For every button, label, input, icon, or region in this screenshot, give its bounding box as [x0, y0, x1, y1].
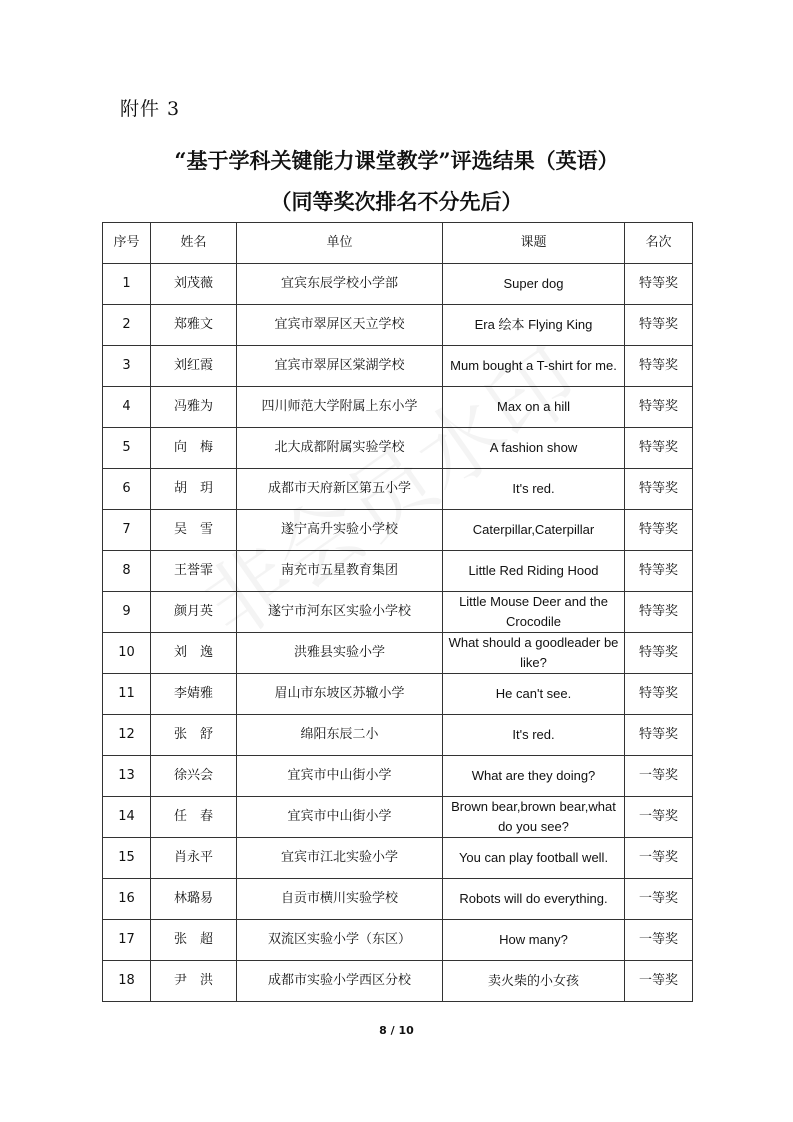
- cell-topic: Mum bought a T-shirt for me.: [443, 346, 625, 387]
- cell-name: 冯雅为: [151, 387, 237, 428]
- cell-index: 3: [103, 346, 151, 387]
- cell-topic: 卖火柴的小女孩: [443, 961, 625, 1002]
- cell-name: 李婧雅: [151, 674, 237, 715]
- table-row: [103, 715, 693, 756]
- cell-name: 郑雅文: [151, 305, 237, 346]
- cell-index: 12: [103, 715, 151, 756]
- cell-index: 17: [103, 920, 151, 961]
- cell-index: 9: [103, 592, 151, 633]
- cell-name: 颜月英: [151, 592, 237, 633]
- cell-topic: It's red.: [443, 715, 625, 756]
- cell-name: 肖永平: [151, 838, 237, 879]
- cell-topic: What are they doing?: [443, 756, 625, 797]
- results-table: [102, 222, 693, 1002]
- cell-index: 10: [103, 633, 151, 674]
- cell-unit: 宜宾市中山街小学: [237, 756, 443, 797]
- cell-rank: 特等奖: [625, 264, 693, 305]
- header-index: 序号: [103, 223, 151, 264]
- cell-name: 刘 逸: [151, 633, 237, 674]
- cell-rank: 特等奖: [625, 305, 693, 346]
- table-row: [103, 387, 693, 428]
- header-rank: 名次: [625, 223, 693, 264]
- cell-rank: 特等奖: [625, 387, 693, 428]
- table-row: [103, 797, 693, 838]
- cell-name: 尹 洪: [151, 961, 237, 1002]
- table-row: [103, 674, 693, 715]
- cell-index: 15: [103, 838, 151, 879]
- cell-rank: 特等奖: [625, 633, 693, 674]
- cell-topic: A fashion show: [443, 428, 625, 469]
- cell-topic: Little Mouse Deer and the Crocodile: [443, 592, 625, 633]
- table-row: [103, 264, 693, 305]
- table-row: [103, 510, 693, 551]
- cell-name: 任 春: [151, 797, 237, 838]
- cell-name: 胡 玥: [151, 469, 237, 510]
- cell-topic: How many?: [443, 920, 625, 961]
- cell-unit: 南充市五星教育集团: [237, 551, 443, 592]
- cell-topic: He can't see.: [443, 674, 625, 715]
- cell-topic: Brown bear,brown bear,what do you see?: [443, 797, 625, 838]
- cell-index: 2: [103, 305, 151, 346]
- cell-rank: 特等奖: [625, 674, 693, 715]
- cell-unit: 宜宾市翠屏区棠湖学校: [237, 346, 443, 387]
- cell-rank: 一等奖: [625, 797, 693, 838]
- cell-index: 7: [103, 510, 151, 551]
- cell-rank: 特等奖: [625, 469, 693, 510]
- cell-index: 6: [103, 469, 151, 510]
- cell-unit: 宜宾市中山街小学: [237, 797, 443, 838]
- cell-unit: 北大成都附属实验学校: [237, 428, 443, 469]
- table-row: [103, 961, 693, 1002]
- cell-unit: 眉山市东坡区苏辙小学: [237, 674, 443, 715]
- table-row: [103, 879, 693, 920]
- table-row: [103, 756, 693, 797]
- cell-index: 16: [103, 879, 151, 920]
- cell-name: 王誉霏: [151, 551, 237, 592]
- cell-rank: 一等奖: [625, 920, 693, 961]
- header-name: 姓名: [151, 223, 237, 264]
- cell-index: 11: [103, 674, 151, 715]
- page-number: 8 / 10: [379, 1024, 414, 1037]
- cell-topic: You can play football well.: [443, 838, 625, 879]
- cell-name: 徐兴会: [151, 756, 237, 797]
- cell-unit: 成都市实验小学西区分校: [237, 961, 443, 1002]
- document-title: “基于学科关键能力课堂教学”评选结果（英语）: [174, 148, 619, 173]
- cell-rank: 特等奖: [625, 510, 693, 551]
- cell-topic: Robots will do everything.: [443, 879, 625, 920]
- table-row: [103, 633, 693, 674]
- cell-topic: Max on a hill: [443, 387, 625, 428]
- cell-index: 4: [103, 387, 151, 428]
- cell-rank: 一等奖: [625, 838, 693, 879]
- table-row: [103, 551, 693, 592]
- table-row: [103, 346, 693, 387]
- table-row: [103, 469, 693, 510]
- cell-rank: 特等奖: [625, 592, 693, 633]
- cell-name: 向 梅: [151, 428, 237, 469]
- cell-index: 13: [103, 756, 151, 797]
- cell-unit: 成都市天府新区第五小学: [237, 469, 443, 510]
- attachment-label: 附件 3: [120, 98, 181, 120]
- cell-name: 刘茂薇: [151, 264, 237, 305]
- cell-name: 刘红霞: [151, 346, 237, 387]
- table-row: [103, 305, 693, 346]
- cell-unit: 洪雅县实验小学: [237, 633, 443, 674]
- cell-rank: 特等奖: [625, 346, 693, 387]
- cell-name: 林璐易: [151, 879, 237, 920]
- cell-topic: It's red.: [443, 469, 625, 510]
- table-body: [103, 264, 693, 1002]
- document-subtitle: （同等奖次排名不分先后）: [270, 189, 523, 214]
- cell-topic: Little Red Riding Hood: [443, 551, 625, 592]
- cell-index: 5: [103, 428, 151, 469]
- cell-rank: 一等奖: [625, 756, 693, 797]
- table-row: [103, 592, 693, 633]
- cell-unit: 宜宾市江北实验小学: [237, 838, 443, 879]
- cell-name: 张 舒: [151, 715, 237, 756]
- cell-rank: 特等奖: [625, 551, 693, 592]
- cell-unit: 绵阳东辰二小: [237, 715, 443, 756]
- cell-name: 吴 雪: [151, 510, 237, 551]
- table-row: [103, 920, 693, 961]
- cell-unit: 宜宾市翠屏区天立学校: [237, 305, 443, 346]
- table-row: [103, 838, 693, 879]
- cell-name: 张 超: [151, 920, 237, 961]
- cell-unit: 自贡市横川实验学校: [237, 879, 443, 920]
- cell-unit: 遂宁市河东区实验小学校: [237, 592, 443, 633]
- cell-rank: 特等奖: [625, 715, 693, 756]
- cell-rank: 一等奖: [625, 879, 693, 920]
- cell-index: 8: [103, 551, 151, 592]
- cell-rank: 一等奖: [625, 961, 693, 1002]
- cell-topic: Caterpillar,Caterpillar: [443, 510, 625, 551]
- cell-index: 18: [103, 961, 151, 1002]
- cell-topic: What should a goodleader be like?: [443, 633, 625, 674]
- header-unit: 单位: [237, 223, 443, 264]
- cell-unit: 遂宁高升实验小学校: [237, 510, 443, 551]
- cell-unit: 四川师范大学附属上东小学: [237, 387, 443, 428]
- cell-topic: Era 绘本 Flying King: [443, 305, 625, 346]
- cell-unit: 宜宾东辰学校小学部: [237, 264, 443, 305]
- header-topic: 课题: [443, 223, 625, 264]
- cell-unit: 双流区实验小学（东区）: [237, 920, 443, 961]
- cell-index: 14: [103, 797, 151, 838]
- cell-topic: Super dog: [443, 264, 625, 305]
- cell-rank: 特等奖: [625, 428, 693, 469]
- cell-index: 1: [103, 264, 151, 305]
- table-row: [103, 428, 693, 469]
- table-header-row: [103, 223, 693, 264]
